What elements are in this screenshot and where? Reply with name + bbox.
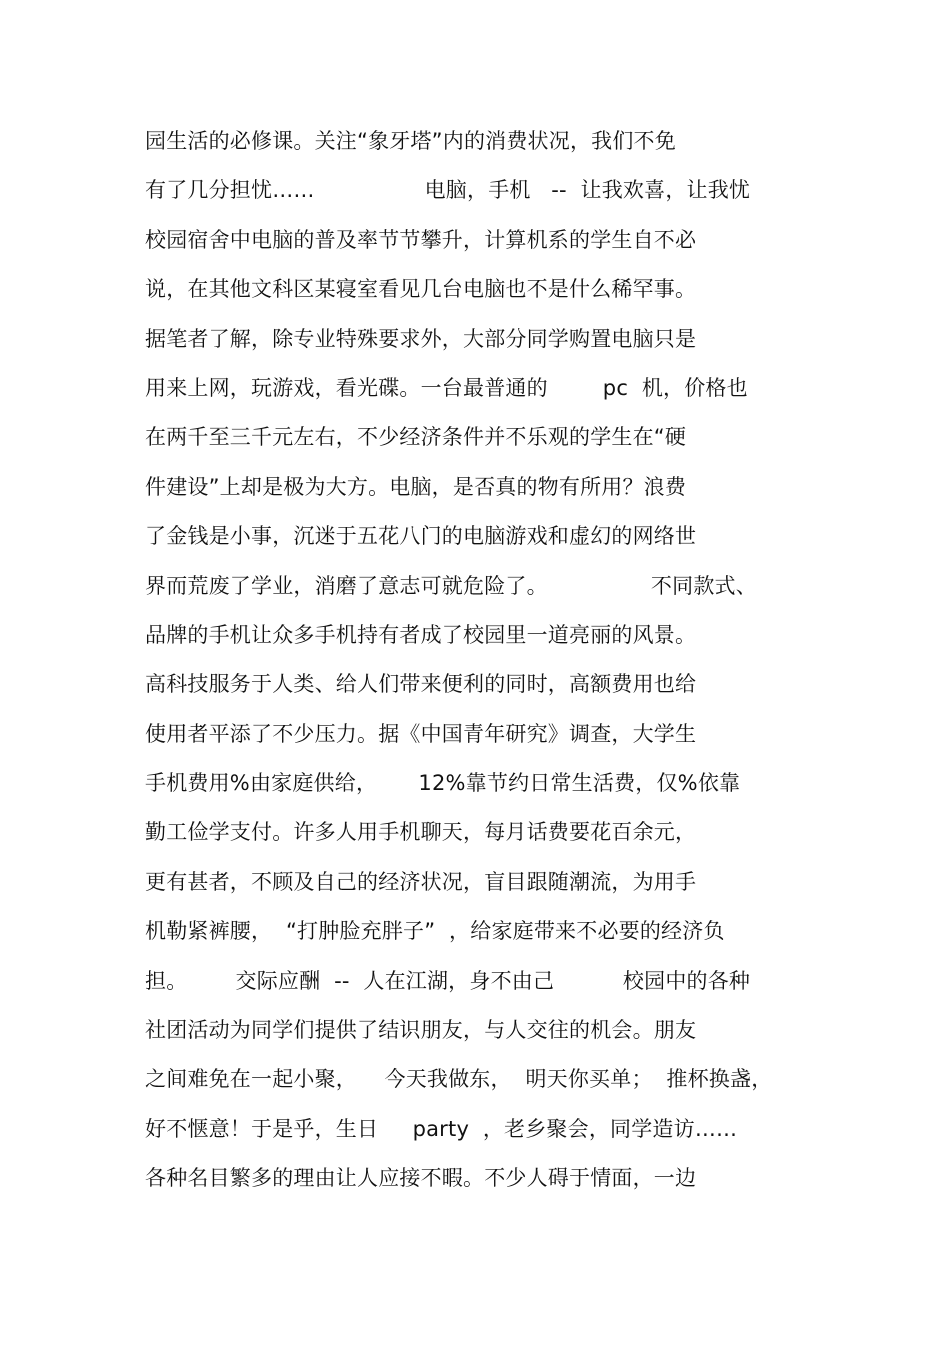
text-line: 界而荒废了学业，消磨了意志可就危险了。 不同款式、: [145, 573, 757, 598]
text-line: 各种名目繁多的理由让人应接不暇。不少人碍于情面，一边: [145, 1166, 697, 1191]
text-line: 手机费用%由家庭供给， 12%靠节约日常生活费，仅%依靠: [145, 771, 741, 796]
text-line: 在两千至三千元左右，不少经济条件并不乐观的学生在“硬: [145, 425, 687, 450]
text-line: 品牌的手机让众多手机持有者成了校园里一道亮丽的风景。: [145, 622, 697, 647]
text-line: 更有甚者，不顾及自己的经济状况，盲目跟随潮流，为用手: [145, 869, 697, 894]
text-line: 用来上网，玩游戏，看光碟。一台最普通的 pc 机，价格也: [145, 375, 748, 400]
text-line: 据笔者了解，除专业特殊要求外，大部分同学购置电脑只是: [145, 326, 697, 351]
text-line: 说，在其他文科区某寝室看见几台电脑也不是什么稀罕事。: [145, 277, 697, 302]
text-line: 社团活动为同学们提供了结识朋友，与人交往的机会。朋友: [145, 1018, 697, 1043]
text-line: 园生活的必修课。关注“象牙塔”内的消费状况，我们不免: [145, 129, 676, 153]
text-line: 校园宿舍中电脑的普及率节节攀升，计算机系的学生自不必: [145, 227, 697, 252]
body-text: [145, 124, 845, 1211]
text-line: 件建设”上却是极为大方。电脑，是否真的物有所用？浪费: [145, 474, 687, 499]
text-line: 有了几分担忧…… 电脑，手机 -- 让我欢喜，让我忧: [145, 178, 751, 203]
text-line: 机勒紧裤腰， “打肿脸充胖子” ，给家庭带来不必要的经济负: [145, 919, 725, 944]
text-line: 之间难免在一起小聚， 今天我做东， 明天你买单； 推杯换盏，: [145, 1067, 773, 1092]
text-line: 高科技服务于人类、给人们带来便利的同时，高额费用也给: [145, 672, 697, 697]
text-line: 担。 交际应酬 -- 人在江湖，身不由己 校园中的各种: [145, 968, 751, 993]
text-line: 使用者平添了不少压力。据《中国青年研究》调查，大学生: [145, 721, 697, 746]
text-line: 勤工俭学支付。许多人用手机聊天，每月话费要花百余元，: [145, 820, 697, 845]
text-line: 了金钱是小事，沉迷于五花八门的电脑游戏和虚幻的网络世: [145, 524, 697, 549]
text-line: 好不惬意！于是乎，生日 party ，老乡聚会，同学造访……: [145, 1116, 738, 1141]
